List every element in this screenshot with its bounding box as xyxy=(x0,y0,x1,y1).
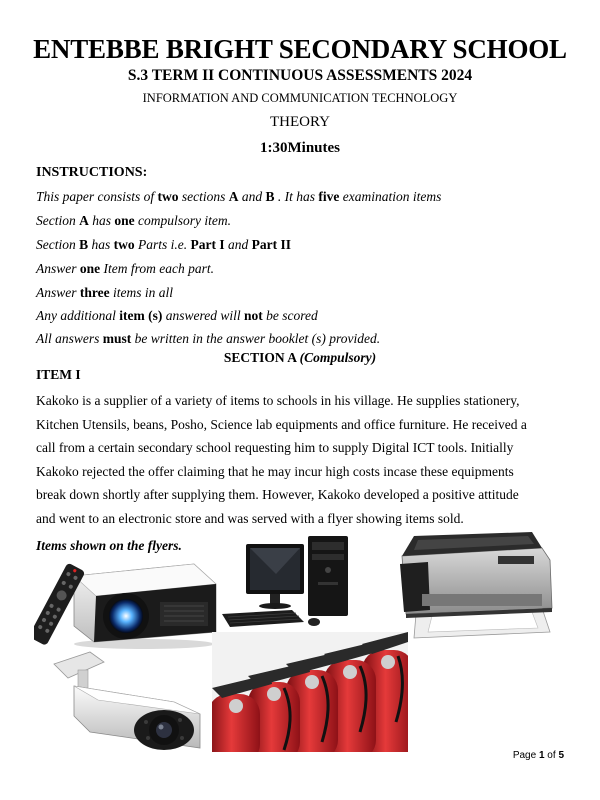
item-heading: ITEM I xyxy=(36,367,81,382)
assessment-title: S.3 TERM II CONTINUOUS ASSESSMENTS 2024 xyxy=(127,67,473,84)
instruction-line-2: Section A has one compulsory item. xyxy=(36,213,231,228)
instruction-line-7: All answers must be written in the answer booklet (s) provided. xyxy=(36,331,381,346)
flyer-caption: Items shown on the flyers. xyxy=(36,538,182,553)
fire-extinguisher-icon xyxy=(212,632,408,752)
subject-title: INFORMATION AND COMMUNICATION TECHNOLOGY xyxy=(142,91,458,105)
school-name: ENTEBBE BRIGHT SECONDARY SCHOOL xyxy=(33,34,567,64)
projector-icon xyxy=(34,556,218,652)
desktop-computer-icon xyxy=(216,534,362,630)
paper-title: THEORY xyxy=(270,114,330,130)
paragraph-line: call from a certain secondary school requesting him to supply Digital ICT tools. Initially xyxy=(36,440,514,456)
instruction-line-4: Answer one Item from each part. xyxy=(36,261,214,276)
paragraph-line: Kakoko is a supplier of a variety of items to schools in his village. He supplies stationery, xyxy=(36,393,520,408)
page-number: Page 1 of 5 xyxy=(512,750,564,761)
paragraph-line: Kitchen Utensils, beans, Posho, Science lab equipments and office furniture. He received a xyxy=(36,416,527,432)
cctv-camera-icon xyxy=(50,644,204,752)
paragraph-line: and went to an electronic store and was served with a flyer showing items sold. xyxy=(36,510,464,526)
instructions-heading: INSTRUCTIONS: xyxy=(36,165,148,180)
paragraph-line: Kakoko rejected the offer claiming that he may incur high costs incase these equipments xyxy=(36,463,514,479)
duration: 1:30Minutes xyxy=(260,140,340,156)
section-a-heading: SECTION A (Compulsory) xyxy=(223,350,377,365)
paragraph-line: break down shortly after supplying them. However, Kakoko developed a positive attitude xyxy=(36,487,519,503)
item-paragraph xyxy=(36,389,572,531)
instruction-line-6: Any additional item (s) answered will not be scored xyxy=(36,308,318,323)
printer-icon xyxy=(392,530,558,640)
instruction-line-1: This paper consists of two sections A and B . It has five examination items xyxy=(36,189,442,204)
instruction-line-5: Answer three items in all xyxy=(36,285,173,300)
instruction-line-3: Section B has two Parts i.e. Part I and Part II xyxy=(36,237,292,252)
